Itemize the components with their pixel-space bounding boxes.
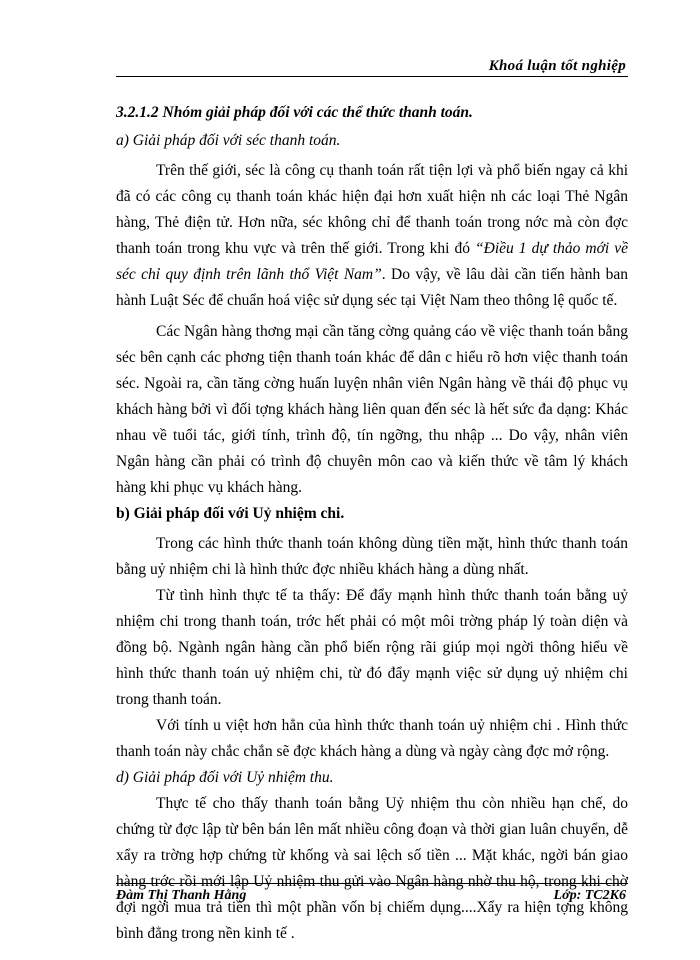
paragraph-cheque-1-b: . Do vậy, về lâu dài cần tiến hành ban hành Luật Séc để chuẩn hoá việc sử dụng séc tại Việt Nam theo thông lệ quốc tế. <box>116 266 628 309</box>
footer-rule <box>116 883 628 884</box>
paragraph-cheque-2: Các Ngân hàng thơng mại cần tăng cờng quảng cáo về việc thanh toán bằng séc bên cạnh các phơng tiện thanh toán khác để dân c hiểu rõ hơn việc thanh toán séc. Ngoài ra, cần tăng cờng huấn luyện nhân viên Ngân hàng về thái độ phục vụ khách hàng bởi vì đối tợng khách hàng liên quan đến séc là hết sức đa dạng: Khác nhau về tuổi tác, giới tính, trình độ, tín ngỡng, thu nhập ... Do vậy, nhân viên Ngân hàng cần phải có trình độ chuyên môn cao và kiến thức về tâm lý khách hàng khi phục vụ khách hàng. <box>116 323 628 496</box>
section-heading: 3.2.1.2 Nhóm giải pháp đối với các thể thức thanh toán. <box>116 104 473 121</box>
footer-author: Đàm Thị Thanh Hằng <box>116 888 247 903</box>
header-rule <box>116 76 628 77</box>
paragraph-payment-order-2: Từ tình hình thực tế ta thấy: Để đẩy mạnh hình thức thanh toán bằng uỷ nhiệm chi trong thanh toán, trớc hết phải có một môi trờng pháp lý toàn diện và đồng bộ. Ngành ngân hàng cần phổ biến rộng rãi giúp mọi ngời thông hiểu về hình thức thanh toán uỷ nhiệm chi, từ đó đẩy mạnh việc sử dụng uỷ nhiệm chi trong thanh toán. <box>116 587 628 708</box>
running-header: Khoá luận tốt nghiệp <box>488 58 626 74</box>
subheading-payment-order: b) Giải pháp đối với Uỷ nhiệm chi. <box>116 505 345 522</box>
paragraph-payment-order-1: Trong các hình thức thanh toán không dùng tiền mặt, hình thức thanh toán bằng uỷ nhiệm chi là hình thức đợc nhiều khách hàng a dùng nhất. <box>116 535 628 578</box>
paragraph-cheque-1-quote: “Điều 1 dự thảo mới về séc chỉ quy định trên lãnh thổ Việt Nam” <box>116 240 628 283</box>
subheading-cheque: a) Giải pháp đối với séc thanh toán. <box>116 132 341 149</box>
subheading-collection-order: d) Giải pháp đối với Uỷ nhiệm thu. <box>116 769 334 786</box>
paragraph-payment-order-3: Với tính u việt hơn hẳn của hình thức thanh toán uỷ nhiệm chi . Hình thức thanh toán này chắc chắn sẽ đợc khách hàng a dùng và ngày càng đợc mở rộng. <box>116 717 628 760</box>
paragraph-cheque-1-a: Trên thế giới, séc là công cụ thanh toán rất tiện lợi và phổ biến ngay cả khi đã có các công cụ thanh toán khác hiện đại hơn xuất hiện nh các loại Thẻ Ngân hàng, Thẻ điện tử. Hơn nữa, séc không chỉ để thanh toán trong nớc mà còn đợc thanh toán trong khu vực và trên thế giới. Trong khi đó <box>116 162 628 257</box>
paragraph-cheque-1 <box>116 158 628 314</box>
page-content <box>116 100 628 947</box>
footer-class: Lớp: TC2K6 <box>553 888 626 903</box>
paragraph-collection-order-1: Thực tế cho thấy thanh toán bằng Uỷ nhiệm thu còn nhiều hạn chế, do chứng từ đợc lập từ bên bán lên mất nhiều công đoạn và thời gian luân chuyển, dễ xẩy ra trờng hợp chứng từ khống và sai lệch số tiền ... Mặt khác, ngời bán giao hàng trớc rồi mới lập Uỷ nhiệm thu gửi vào Ngân hàng nhờ thu hộ, trong khi chờ đợi ngời mua trả tiền thì một phần vốn bị chiếm dụng....Xẩy ra hiện tợng không bình đẳng trong nền kinh tế . <box>116 795 628 942</box>
